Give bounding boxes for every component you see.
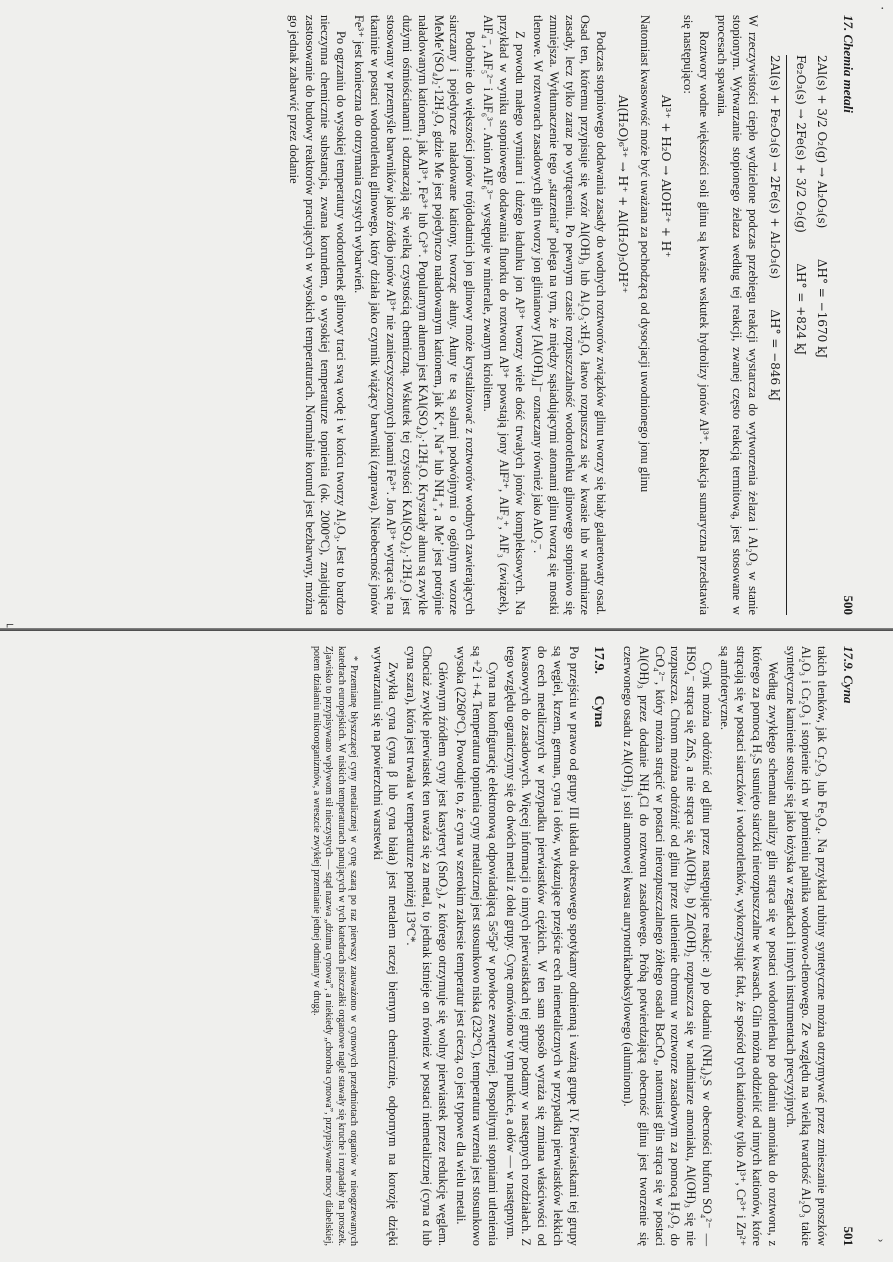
paragraph: Podobnie do większości jonów trójdodatnich jon glinowy może krystalizować z roztworów wodnych zawierających siarczany i pojedyncze naładowane kationy, tworząc ałuny. Ałuny te są solami podwójnymi o ogólnym wzorze MeMe’(SO₄)₂·12H₂O, gdzie Me jest pojedynczo naładowanym kationem, jak K⁺, Na⁺ lub NH₄⁺, a Me’ jest potrójnie naładowanym kationem, jak Al³⁺, Fe³⁺ lub Cr³⁺. Popularnym ałunem jest KAl(SO₄)₂·12H₂O. Kryształy ałunu są zwykle dużymi ośmiościanami i odznaczają się wielką czystością chemiczną. Wskutek tej czystości KAl(SO₄)₂·12H₂O jest stosowany w przemyśle barwników jako źródło jonów Al³⁺ nie zanieczyszczonych jonami Fe³⁺. Jon Al³⁺ wytrąca się na tkaninie w postaci wodorotlenku glinowego, który działa jako czynnik wiążący barwniki (zaprawa). Nieobecność jonów Fe³⁺ jest konieczna do otrzymania czystych wybarwień.: [352, 15, 478, 615]
page-number: 501: [841, 1226, 856, 1246]
book-page-501: [36, 646, 856, 1246]
section-number: 17.9.: [591, 646, 606, 674]
paragraph: takich tlenków, jak Cr₂O₃ lub Fe₃O₄. Na przykład rubiny syntetyczne można otrzymywać przez zmieszanie proszków Al₂O₃ i Cr₂O₃ i stopienie ich w płomieniu palnika wodorowo-tlenowego. Ze względu na wielką twardość Al₂O₃ takie syntetyczne kamienie stosuje się jako łożyska w zegarkach i innych instrumentach precyzyjnych.: [783, 646, 830, 1246]
chapter-title: 17.9. Cyna: [841, 646, 856, 704]
equation-1: 2Al(s) + 3/2 O₂(g) → Al₂O₃(s) ΔH° = −1670 kJ: [815, 55, 830, 359]
paragraph: Głównym źródłem cyny jest kasyteryt (SnO₂), z którego otrzymuje się wolny pierwiastek przez redukcję węglem. Chociaż zwykle pierwiastek ten uważa się za metal, to jednak istnieje on również w postaci niemetalicznej (cyna α lub cyna szara), która jest trwała w temperaturze poniżej 13°C*.: [404, 646, 451, 1246]
equation-3: 2Al(s) + Fe₂O₃(s) → 2Fe(s) + Al₂O₃(s) ΔH° = −846 kJ: [766, 55, 786, 615]
running-head: [839, 646, 856, 1246]
paragraph: Roztwory wodne większości soli glinu są kwaśne wskutek hydrolizy jonów Al³⁺. Reakcja sumaryczna przedstawia się następująco:: [680, 15, 711, 615]
book-page-500: [36, 15, 856, 615]
equation-2: Fe₂O₃(s) → 2Fe(s) + 3/2 O₂(g) ΔH° = +824 kJ: [794, 55, 809, 356]
page-501-slot: [0, 631, 893, 1262]
footnote-text: * Przemianę błyszczącej cyny metalicznej w cynę szarą po raz pierwszy zauważono w cynowych przedmiotach organów w nieogrzewanych katedrach europejskich. W niskich temperaturach panujących w tych katedrach piszczałki organowe nagle stawały się kruche i rozpadały na proszek. Zjawisko to przypisywano wpływom sił nieczystych — stąd nazwa „dżuma cynowa”, a niekiedy „choroba cynowa”, przypisywane mocy diabelskiej, potem działaniu mikroorganizmów, a wreszcie zwykłej przemianie jednej odmiany w drugą.: [311, 646, 359, 1246]
chapter-title: 17. Chemia metali: [841, 15, 856, 113]
paragraph: Po ogrzaniu do wysokiej temperatury wodorotlenek glinowy traci swą wodę i w końcu tworzy Al₂O₃. Jest to bardzo nieczynna chemicznie substancja, zwana korundem, o wysokiej temperaturze topnienia (ok. 2000°C), znajdująca zastosowanie do budowy reaktorów pracujących w wysokich temperaturach. Normalnie korund jest bezbarwny, można go jednak zabarwić przez dodanie: [286, 15, 349, 615]
corner-tick-icon: ˇ: [878, 1238, 883, 1253]
paragraph: Podczas stopniowego dodawania zasady do wodnych roztworów związków glinu tworzy się biały galaretowaty osad. Osad ten, któremu przypisuje się wzór Al(OH)₃ lub Al₂O₃·xH₂O, łatwo rozpuszcza się w kwasie lub w nadmiarze zasady, lecz tylko zaraz po wytrąceniu. Po pewnym czasie rozpuszczalność wodorotlenku glinowego stopniowo się zmniejsza. Wytłumaczenie tego „starzenia” polega na tym, że między sąsiadującymi atomami glinu tworzą się mostki tlenowe. W roztworach zasadowych glin tworzy jon glinianowy [Al(OH)₄]⁻ oznaczany również jako AlO₂⁻.: [530, 15, 609, 615]
fold-bracket-icon: ⌐: [6, 618, 14, 633]
equation-4: Al³⁺ + H₂O → AlOH²⁺ + H⁺: [658, 95, 673, 258]
equation-5: Al(H₂O)₆³⁺ → H⁺ + Al(H₂O)₅OH²⁺: [615, 95, 630, 294]
section-heading: [589, 646, 607, 1246]
running-head: [839, 15, 856, 615]
corner-tick-icon: ·: [880, 2, 885, 17]
paragraph: Zwykła cyna (cyna β lub cyna biała) jest metalem raczej biernym chemicznie, odpornym na korozję dzięki wytwarzaniu się na powierzchni warstewki: [370, 646, 401, 1246]
footnote: [310, 646, 359, 1246]
section-title: Cyna: [591, 695, 606, 728]
paragraph: Z powodu małego wymiaru i dużego ładunku jon Al³⁺ tworzy wiele dość trwałych jonów kompleksowych. Na przykład w wyniku stopniowego dodawania fluorku do roztworu Al³⁺ powstają jony AlF²⁺, AlF₂⁺, AlF₃ (związek), AlF₄⁻, AlF₅²⁻ i AlF₆³⁻. Anion AlF₆³⁻ występuje w minerale, zwanym kriolitem.: [481, 15, 527, 615]
page-number: 500: [841, 595, 856, 615]
paragraph: Cynk można odróżnić od glinu przez następujące reakcje: a) po dodaniu (NH₄)₂S w obecności buforu SO₄²⁻ — HSO₄⁻ strąca się ZnS, a nie strąca się Al(OH)₃, b) Zn(OH)₂ rozpuszcza się w nadmiarze amoniaku, Al(OH)₃ się nie rozpuszcza. Chrom można odróżnić od glinu przez utlenienie chromu w roztworze zasadowym za pomocą H₂O₂ do CrO₄²⁻, który można strącić w postaci nierozpuszczalnego żółtego osadu BaCrO₄, natomiast glin strąca się w postaci Al(OH)₃ przez dodanie NH₄Cl do roztworu zasadowego. Próbą potwierdzającą obecność glinu jest tworzenie się czerwonego osadu z Al(OH)₃ i soli amonowej kwasu aurynotrikarboksylowego (aluminonu).: [620, 646, 715, 1246]
paragraph: Według zwykłego schematu analizy glin strąca się w postaci wodorotlenku po dodaniu amoniaku do roztworu, z którego za pomocą H₂S usunięto siarczki nierozpuszczalne w kwasach. Glin można oddzielić od innych kationów, które strącają się w postaci siarczków i wodorotlenków, wykorzystując fakt, że spośród tych kationów tylko Al³⁺, Cr³⁺ i Zn²⁺ są amfoteryczne.: [718, 646, 780, 1246]
paragraph: Cyna ma konfigurację elektronową odpowiadającą 5s²5p² w powłoce zewnętrznej. Pospolitymi stopniami utlenienia są +2 i +4. Temperatura topnienia cyny metalicznej jest stosunkowo niska (232°C), temperatura wrzenia jest stosunkowo wysoka (2260°C). Powoduje to, że cyna w szerokim zakresie temperatur jest cieczą, co jest typowe dla wielu metali.: [453, 646, 500, 1246]
paragraph: Po przejściu w prawo od grupy III układu okresowego spotykamy odmienną i ważną grupę IV. Pierwiastkami tej grupy są węgiel, krzem, german, cyna i ołów, wykazujące przejście cech niemetalicznych w przypadku pierwiastków lekkich do cech metalicznych w przypadku pierwiastków ciężkich. W ten sam sposób wyraża się zmiana właściwości od kwasowych do zasadowych. Więcej informacji o innych pierwiastkach tej grupy podamy w następnych rozdziałach. Z tego względu ograniczymy się do dwóch metali z dołu grupy. Cynę omówiono w tym punkcie, a ołów — w następnym.: [503, 646, 582, 1246]
paragraph: W rzeczywistości ciepło wydzielone podczas przebiegu reakcji wystarcza do wytworzenia żelaza i Al₂O₃ w stanie stopionym. Wytwarzanie stopionego żelaza według tej reakcji, zwanej często reakcją termitową, jest stosowane w procesach spawania.: [714, 15, 761, 615]
paragraph: Natomiast kwasowość może być uważana za pochodzącą od dysocjacji uwodnionego jonu glinu: [637, 15, 652, 493]
